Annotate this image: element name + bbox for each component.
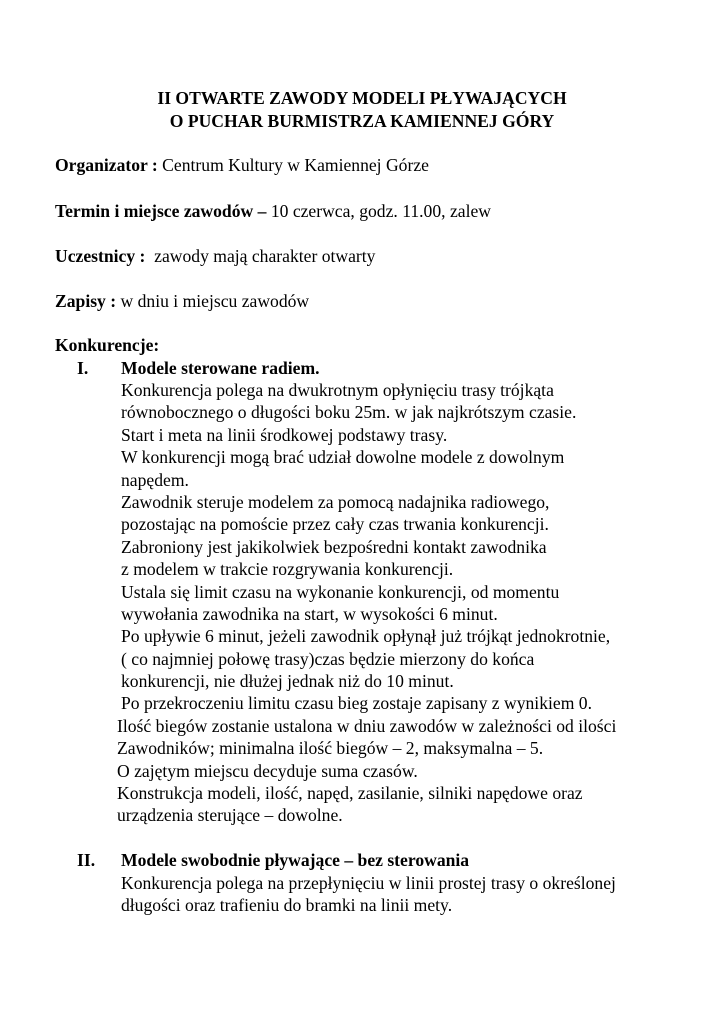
body-line: Ilość biegów zostanie ustalona w dniu zawodów w zależności od ilości [117,715,617,736]
body-line: Zawodnik steruje modelem za pomocą nadajnika radiowego, [121,491,550,512]
body-line: urządzenia sterujące – dowolne. [117,805,343,826]
body-line: konkurencji, nie dłużej jednak niż do 10 minut. [121,671,454,692]
organizer-label: Organizator : [55,155,158,175]
section-number: I. [77,358,89,378]
participants-value: zawody mają charakter otwarty [145,246,376,266]
body-line: O zajętym miejscu decyduje suma czasów. [117,760,418,781]
organizer-value: Centrum Kultury w Kamiennej Górze [157,155,429,175]
document-title-line-1: II OTWARTE ZAWODY MODELI PŁYWAJĄCYCH [157,88,567,108]
body-line: Po upływie 6 minut, jeżeli zawodnik opłynął już trójkąt jednokrotnie, [121,626,611,647]
body-line: z modelem w trakcie rozgrywania konkurencji. [121,559,454,580]
body-line: równobocznego o długości boku 25m. w jak najkrótszym czasie. [121,402,577,423]
section-body [0,379,617,827]
body-line: długości oraz trafieniu do bramki na linii mety. [121,895,453,916]
section-heading: Modele swobodnie pływające – bez sterowania [121,850,470,870]
body-line: W konkurencji mogą brać udział dowolne modele z dowolnym [121,447,565,468]
registration-value: w dniu i miejscu zawodów [116,291,310,311]
body-line: wywołania zawodnika na start, w wysokości 6 minut. [121,603,498,624]
term-label: Termin i miejsce zawodów – [55,201,267,221]
body-line: Zabroniony jest jakikolwiek bezpośredni kontakt zawodnika [121,536,547,557]
body-line: Konkurencja polega na dwukrotnym opłynięciu trasy trójkąta [121,380,554,400]
participants-field [55,245,375,267]
participants-label: Uczestnicy : [55,246,146,266]
body-line: Ustala się limit czasu na wykonanie konkurencji, od momentu [121,581,560,602]
document-title-line-2: O PUCHAR BURMISTRZA KAMIENNEJ GÓRY [169,111,555,131]
competitions-heading: Konkurencje: [55,335,160,355]
term-field [55,200,491,222]
body-line: Po przekroczeniu limitu czasu bieg zostaje zapisany z wynikiem 0. [121,693,592,714]
registration-label: Zapisy : [55,291,117,311]
body-line: Zawodników; minimalna ilość biegów – 2, maksymalna – 5. [117,738,544,759]
body-line: Start i meta na linii środkowej podstawy trasy. [121,424,448,445]
body-line: Konstrukcja modeli, ilość, napęd, zasilanie, silniki napędowe oraz [117,783,583,804]
body-line: napędem. [121,469,189,490]
section-body [0,872,616,917]
section-number: II. [77,850,96,870]
registration-field [55,290,309,312]
term-value: 10 czerwca, godz. 11.00, zalew [266,201,491,221]
organizer-field [55,154,429,176]
body-line: pozostając na pomoście przez cały czas trwania konkurencji. [121,514,549,535]
body-line: ( co najmniej połowę trasy)czas będzie mierzony do końca [121,648,535,669]
body-line: Konkurencja polega na przepłynięciu w linii prostej trasy o określonej [121,873,616,893]
section-heading: Modele sterowane radiem. [121,358,320,378]
